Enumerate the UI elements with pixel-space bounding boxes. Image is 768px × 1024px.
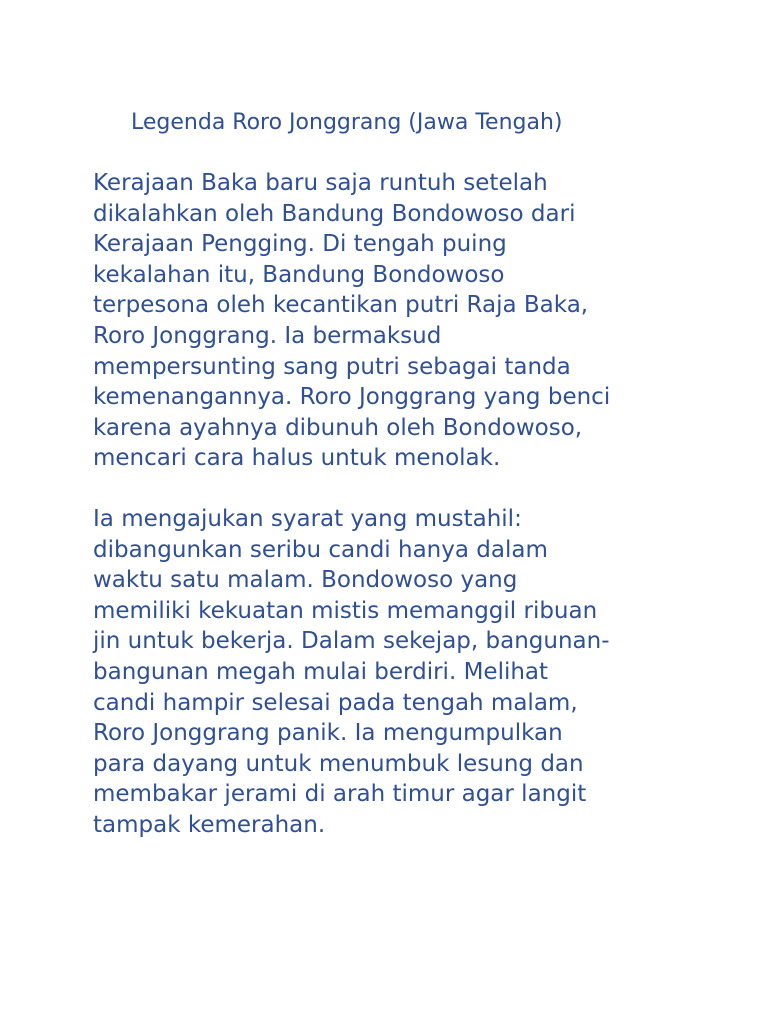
- paragraph-line: mempersunting sang putri sebagai tanda: [93, 353, 571, 380]
- paragraph-line: Kerajaan Pengging. Di tengah puing: [93, 231, 507, 258]
- paragraph-line: bangunan megah mulai berdiri. Melihat: [93, 658, 549, 685]
- paragraph-line: para dayang untuk menumbuk lesung dan: [93, 750, 584, 777]
- paragraph-line: jin untuk bekerja. Dalam sekejap, bangunan-: [93, 628, 610, 655]
- paragraph-line: waktu satu malam. Bondowoso yang: [93, 567, 518, 594]
- paragraph-line: candi hampir selesai pada tengah malam,: [93, 689, 578, 716]
- document-title: Legenda Roro Jonggrang (Jawa Tengah): [131, 110, 563, 135]
- paragraph-line: kekalahan itu, Bandung Bondowoso: [93, 261, 505, 288]
- paragraph-line: Roro Jonggrang. Ia bermaksud: [93, 322, 442, 349]
- paragraph-line: tampak kemerahan.: [93, 811, 326, 838]
- paragraph-line: kemenangannya. Roro Jonggrang yang benci: [93, 384, 611, 411]
- paragraph-line: mencari cara halus untuk menolak.: [93, 445, 501, 472]
- paragraph-1: [93, 168, 675, 474]
- paragraph-line: memiliki kekuatan mistis memanggil ribuan: [93, 597, 598, 624]
- paragraph-line: karena ayahnya dibunuh oleh Bondowoso,: [93, 414, 583, 441]
- paragraph-line: Ia mengajukan syarat yang mustahil:: [93, 505, 522, 532]
- paragraph-line: Kerajaan Baka baru saja runtuh setelah: [93, 170, 548, 196]
- paragraph-line: terpesona oleh kecantikan putri Raja Baka,: [93, 292, 589, 319]
- paragraph-line: dikalahkan oleh Bandung Bondowoso dari: [93, 200, 576, 227]
- paragraph-line: membakar jerami di arah timur agar langit: [93, 781, 587, 808]
- paragraph-2: [93, 504, 675, 841]
- paragraph-line: Roro Jonggrang panik. Ia mengumpulkan: [93, 720, 563, 747]
- paragraph-line: dibangunkan seribu candi hanya dalam: [93, 536, 548, 563]
